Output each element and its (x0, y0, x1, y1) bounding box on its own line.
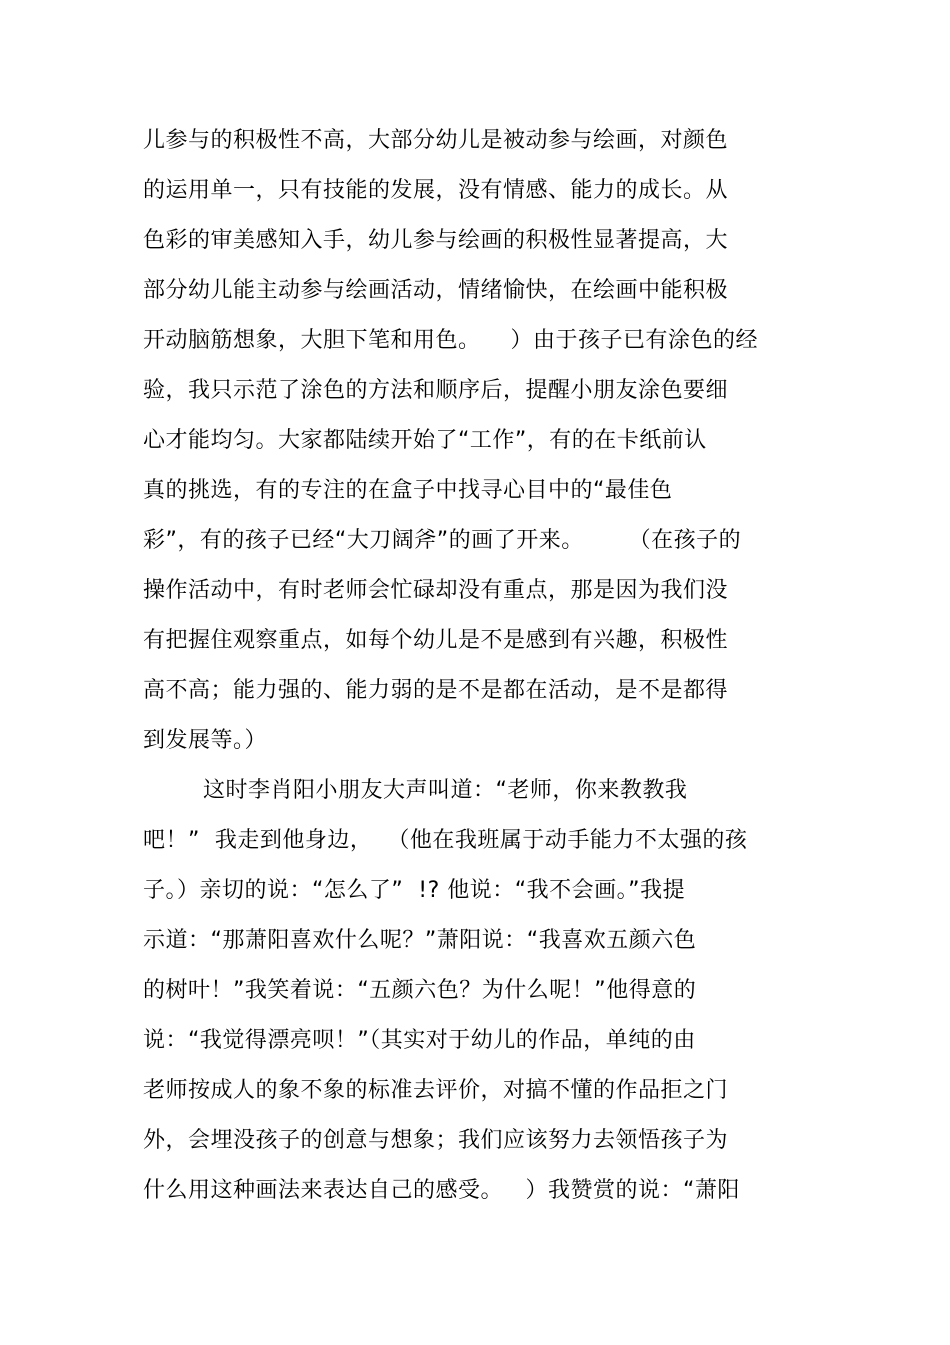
text-line: 这时李肖阳小朋友大声叫道：“老师，你来教教我 (143, 778, 688, 803)
text-line: 操作活动中，有时老师会忙碌却没有重点，那是因为我们没 (143, 578, 729, 603)
text-line: 真的挑选，有的专注的在盒子中找寻心目中的“最佳色 (143, 478, 673, 503)
text-line: 部分幼儿能主动参与绘画活动，情绪愉快，在绘画中能积极 (143, 278, 729, 303)
text-line: 色彩的审美感知入手，幼儿参与绘画的积极性显著提高，大 (143, 228, 729, 253)
text-line: 老师按成人的象不象的标准去评价，对搞不懂的作品拒之门 (143, 1078, 729, 1103)
text-line: 子。）亲切的说：“怎么了” !? 他说：“我不会画。”我提 (143, 878, 686, 903)
text-line: 验，我只示范了涂色的方法和顺序后，提醒小朋友涂色要细 (143, 378, 729, 403)
text-line: 高不高；能力强的、能力弱的是不是都在活动，是不是都得 (143, 678, 729, 703)
text-line: 儿参与的积极性不高，大部分幼儿是被动参与绘画，对颜色 (143, 128, 729, 153)
text-line: 有把握住观察重点，如每个幼儿是不是感到有兴趣，积极性 (143, 628, 729, 653)
text-line: 什么用这种画法来表达自己的感受。 ）我赞赏的说：“萧阳 (143, 1178, 740, 1203)
text-line: 说：“我觉得漂亮呗！”（其实对于幼儿的作品，单纯的由 (143, 1028, 696, 1053)
text-line: 的树叶！”我笑着说：“五颜六色？为什么呢！”他得意的 (143, 978, 697, 1003)
text-line: 开动脑筋想象，大胆下笔和用色。 ）由于孩子已有涂色的经 (143, 328, 758, 353)
text-line: 的运用单一，只有技能的发展，没有情感、能力的成长。从 (143, 178, 729, 203)
text-line: 到发展等。） (143, 728, 268, 753)
text-line: 心才能均匀。大家都陆续开始了“工作”，有的在卡纸前认 (143, 428, 707, 453)
text-line: 外，会埋没孩子的创意与想象；我们应该努力去领悟孩子为 (143, 1128, 729, 1153)
text-line: 示道：“那萧阳喜欢什么呢？”萧阳说：“我喜欢五颜六色 (143, 928, 697, 953)
text-line: 吧！” 我走到他身边， （他在我班属于动手能力不太强的孩 (143, 828, 748, 853)
text-line: 彩”，有的孩子已经“大刀阔斧”的画了开来。 （在孩子的 (143, 528, 742, 553)
